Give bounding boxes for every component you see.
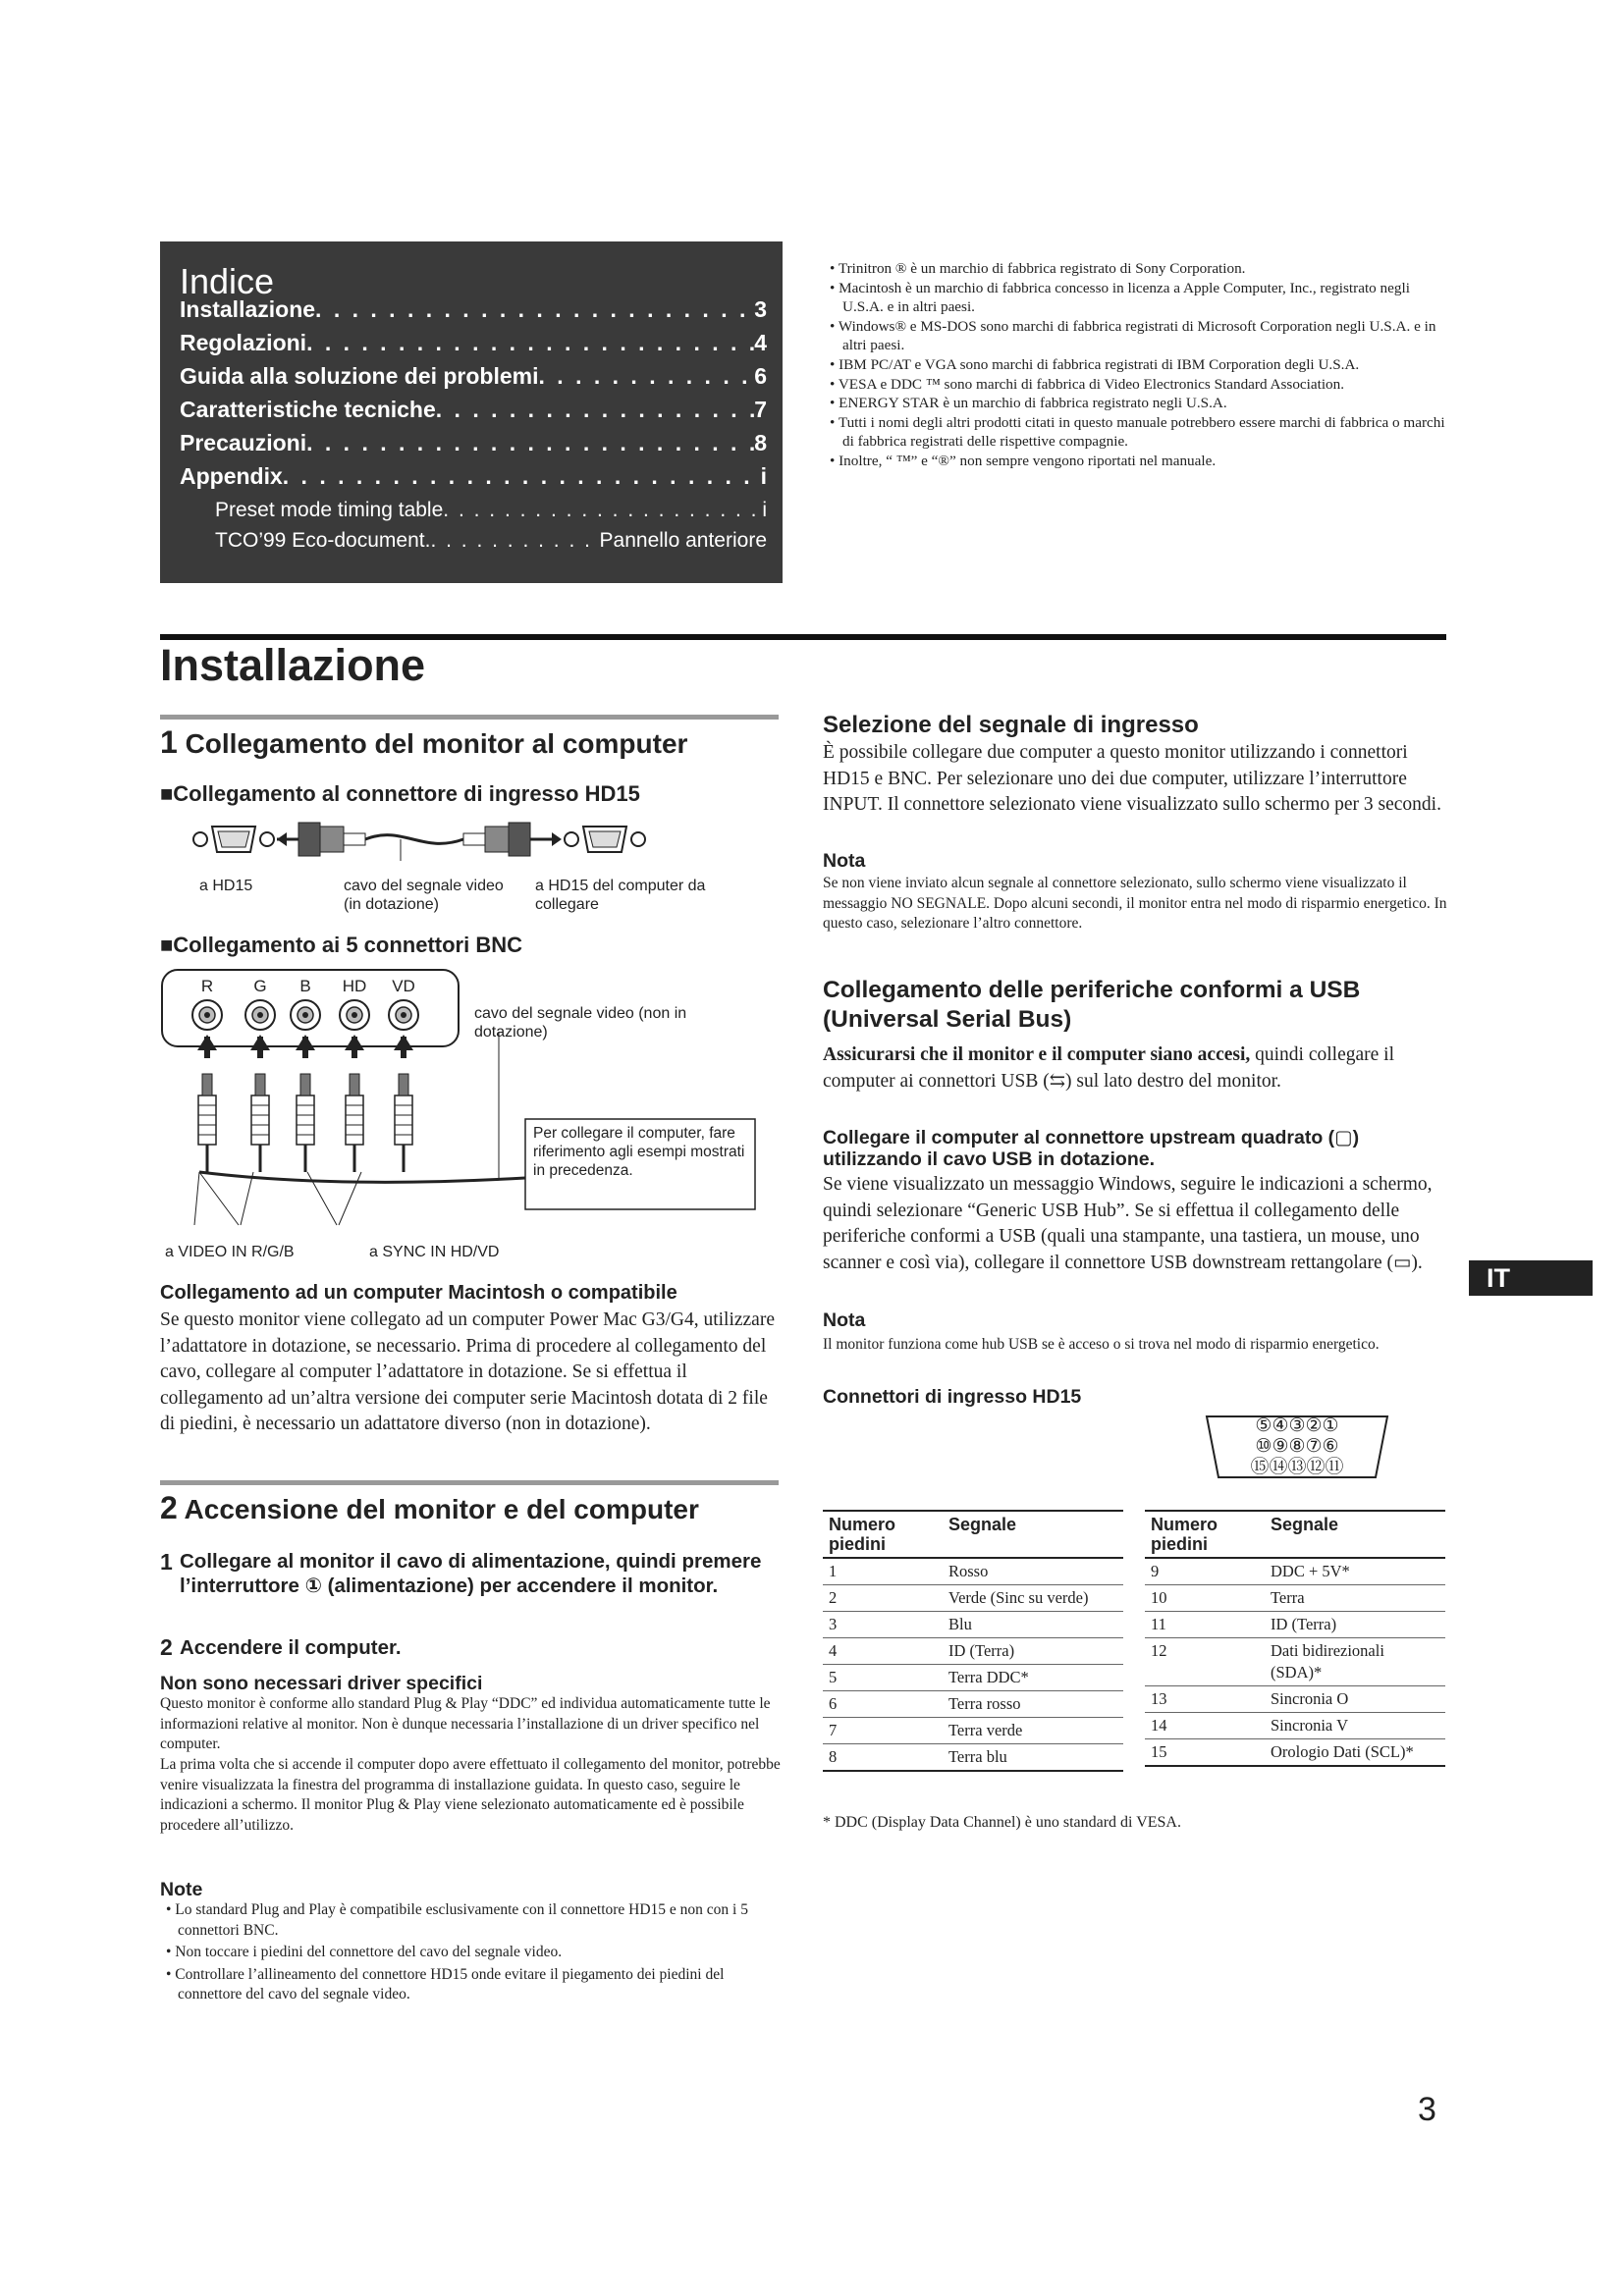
toc-item-page: 7 — [754, 397, 767, 422]
pin-signal: Dati bidirezionali (SDA)* — [1265, 1638, 1445, 1686]
bnc-connector-label: VD — [392, 977, 415, 995]
hd15-pin-numbers — [1204, 1415, 1390, 1477]
trademark-item: • Windows® e MS-DOS sono marchi di fabbrica registrati di Microsoft Corporation negli U.S.A. e in altri paesi. — [830, 317, 1436, 354]
toc-item — [180, 430, 767, 456]
pin-number: 7 — [823, 1718, 943, 1744]
table-row — [1145, 1638, 1445, 1686]
table-row — [823, 1718, 1123, 1744]
pin-signal: Terra — [1265, 1585, 1445, 1612]
bnc-label-sync: a SYNC IN HD/VD — [369, 1244, 500, 1260]
toc-item-label: Precauzioni — [180, 430, 307, 455]
table-row — [1145, 1739, 1445, 1767]
table-row — [1145, 1558, 1445, 1585]
pin-number: 5 — [823, 1665, 943, 1691]
cable-plug-left-icon — [298, 823, 365, 856]
pin-number: 8 — [823, 1744, 943, 1772]
toc-leader — [430, 529, 599, 553]
table-row — [823, 1638, 1123, 1665]
notes-list — [160, 1900, 749, 2007]
usb-heading: Collegamento delle periferiche conformi a USB (Universal Serial Bus) — [823, 977, 1361, 1033]
pin-row: ⑤④③②① — [1255, 1415, 1339, 1436]
pin-signal: ID (Terra) — [943, 1638, 1123, 1665]
input-select-heading: Selezione del segnale di ingresso — [823, 712, 1199, 738]
bnc-label-rgb: a VIDEO IN R/G/B — [165, 1244, 295, 1260]
hd15-label-monitor: a HD15 — [199, 878, 253, 894]
step-2-text: Accendere il computer. — [180, 1636, 402, 1659]
pin-signal: DDC + 5V* — [1265, 1558, 1445, 1585]
toc-subitem-label: TCO’99 Eco-document. — [215, 529, 431, 552]
pin-number: 4 — [823, 1638, 943, 1665]
pin-signal: Rosso — [943, 1558, 1123, 1585]
table-row — [823, 1691, 1123, 1718]
trademark-item: • Tutti i nomi degli altri prodotti citati in questo manuale potrebbero essere marchi di fabbrica o marchi di fabbrica registrati delle rispettive compagnie. — [830, 413, 1445, 451]
pin-number: 15 — [1145, 1739, 1265, 1767]
bnc-connector-label: G — [253, 977, 267, 995]
table-footnote: * DDC (Display Data Channel) è uno standard di VESA. — [823, 1814, 1181, 1831]
toc-item-label: Installazione — [180, 296, 316, 322]
note-item: • Controllare l’allineamento del connettore HD15 onde evitare il piegamento dei piedini del connettore del cavo del segnale video. — [166, 1965, 725, 2002]
toc-item-label: Appendix — [180, 463, 283, 489]
nodriver-text-2: La prima volta che si accende il computer dopo avere effettuato il collegamento del monitor, potrebbe venire visualizzata la finestra del programma di installazione guidata. In questo caso, seguire le indicazioni a schermo. Il monitor Plug & Play viene selezionato automaticamente ed è possibile procedere all’utilizzo. — [160, 1756, 781, 1834]
section-2-bar — [160, 1480, 779, 1485]
pin-row: ⑮⑭⑬⑫⑪ — [1250, 1457, 1344, 1477]
step-2-number: 2 — [160, 1634, 173, 1660]
pin-signal: Verde (Sinc su verde) — [943, 1585, 1123, 1612]
pin-number: 3 — [823, 1612, 943, 1638]
pin-number: 6 — [823, 1691, 943, 1718]
hd15-cable-illustration — [187, 817, 658, 862]
table-row — [1145, 1585, 1445, 1612]
trademark-item: • IBM PC/AT e VGA sono marchi di fabbrica registrati di IBM Corporation degli U.S.A. — [830, 355, 1360, 373]
bnc-connector-label: B — [299, 977, 311, 995]
section-1-bar — [160, 715, 779, 720]
pin-signal: Terra verde — [943, 1718, 1123, 1744]
nodriver-text-1: Questo monitor è conforme allo standard Plug & Play “DDC” ed individua automaticamente tutte le informazioni relative al monitor. Non è dunque necessaria l’installazione di un driver specifico nel computer. — [160, 1695, 771, 1752]
bnc-cable-label: cavo del segnale video (non in dotazione) — [474, 1005, 687, 1041]
pin-number: 12 — [1145, 1638, 1265, 1686]
toc-leader — [306, 330, 754, 356]
pin-row: ⑩⑨⑧⑦⑥ — [1255, 1436, 1339, 1457]
pin-number: 2 — [823, 1585, 943, 1612]
table-row — [823, 1665, 1123, 1691]
pin-signal: Orologio Dati (SCL)* — [1265, 1739, 1445, 1767]
pin-col-header: Numero piedini — [823, 1511, 943, 1558]
notes-heading: Note — [160, 1879, 203, 1900]
bnc-connector-label: R — [200, 977, 214, 995]
toc-subitem — [215, 499, 767, 522]
toc-leader — [306, 430, 754, 456]
input-select-text: È possibile collegare due computer a questo monitor utilizzando i connettori HD15 e BNC. Per selezionare uno dei due computer, utilizzare l’interruttore INPUT. Il connettore selezionato viene visualizzato sullo schermo per 3 secondi. — [823, 742, 1441, 815]
bnc-connector-icon — [291, 1000, 320, 1172]
bnc-callout-text: Per collegare il computer, fare riferimento agli esempi mostrati in precedenza. — [533, 1125, 745, 1179]
toc-box — [160, 241, 783, 583]
pin-table-left — [823, 1510, 1123, 1772]
toc-item — [180, 363, 767, 390]
trademark-item: • Trinitron ® è un marchio di fabbrica registrato di Sony Corporation. — [830, 260, 1246, 277]
bnc-connector-icon — [192, 1000, 222, 1172]
signal-col-header: Segnale — [1265, 1511, 1445, 1558]
bnc-connector-icon — [340, 1000, 369, 1172]
toc-item-page: 6 — [754, 363, 767, 389]
cable-plug-right-icon — [463, 823, 530, 856]
page-title: Installazione — [160, 640, 426, 690]
note-item: • Non toccare i piedini del connettore del cavo del segnale video. — [166, 1944, 563, 1960]
toc-item-page: i — [760, 463, 767, 489]
toc-item — [180, 330, 767, 356]
pin-col-header: Numero piedini — [1145, 1511, 1265, 1558]
toc-item-page: 4 — [754, 330, 767, 355]
nota-2-text: Il monitor funziona come hub USB se è acceso o si trova nel modo di risparmio energetico. — [823, 1336, 1380, 1353]
pin-number: 1 — [823, 1558, 943, 1585]
toc-item-label: Regolazioni — [180, 330, 307, 355]
trademark-item: • Macintosh è un marchio di fabbrica concesso in licenza a Apple Computer, Inc., registrato negli U.S.A. e in altri paesi. — [830, 279, 1410, 316]
table-row — [823, 1744, 1123, 1772]
table-row — [823, 1558, 1123, 1585]
usb-intro: Assicurarsi che il monitor e il computer siano accesi, quindi collegare il computer ai connettori USB (⇆) sul lato destro del monitor. — [823, 1044, 1395, 1092]
toc-title: Indice — [180, 261, 275, 301]
pin-number: 11 — [1145, 1612, 1265, 1638]
signal-col-header: Segnale — [943, 1511, 1123, 1558]
pin-signal: Terra DDC* — [943, 1665, 1123, 1691]
trademark-item: • Inoltre, “ ™” e “®” non sempre vengono riportati nel manuale. — [830, 452, 1217, 469]
table-row — [823, 1612, 1123, 1638]
monitor-hd15-connector-icon — [193, 827, 274, 852]
pin-number: 9 — [1145, 1558, 1265, 1585]
toc-item-label: Guida alla soluzione dei problemi — [180, 363, 539, 389]
upstream-text: Se viene visualizzato un messaggio Windows, seguire le indicazioni a schermo, quindi selezionare “Generic USB Hub”. Se si effettua il collegamento delle periferiche conformi a USB (quali una stampante, una tastiera, un mouse, uno scanner e così via), collegare il connettore USB downstream rettangolare (▭). — [823, 1174, 1433, 1273]
pin-signal: ID (Terra) — [1265, 1612, 1445, 1638]
toc-leader — [283, 463, 761, 490]
table-row — [1145, 1686, 1445, 1713]
note-item: • Lo standard Plug and Play è compatibile esclusivamente con il connettore HD15 e non con i 5 connettori BNC. — [166, 1901, 748, 1939]
trademark-item: • VESA e DDC ™ sono marchi di fabbrica di Video Electronics Standard Association. — [830, 375, 1345, 393]
toc-subitem — [215, 529, 767, 553]
page-number: 3 — [1418, 2091, 1436, 2128]
pin-signal: Terra rosso — [943, 1691, 1123, 1718]
upstream-heading: Collegare il computer al connettore upstream quadrato (▢) utilizzando il cavo USB in dotazione. — [823, 1127, 1360, 1170]
toc-subitem-label: Preset mode timing table — [215, 499, 444, 521]
hd15-label-computer: a HD15 del computer da collegare — [535, 878, 706, 913]
bnc-connector-icon — [389, 1000, 418, 1172]
computer-hd15-connector-icon — [565, 827, 645, 852]
trademark-item: • ENERGY STAR è un marchio di fabbrica registrato negli U.S.A. — [830, 395, 1227, 412]
toc-item-label: Caratteristiche tecniche — [180, 397, 436, 422]
hd15-pins-heading: Connettori di ingresso HD15 — [823, 1386, 1082, 1408]
pin-number: 10 — [1145, 1585, 1265, 1612]
toc-leader — [539, 363, 755, 390]
pin-number: 14 — [1145, 1713, 1265, 1739]
table-row — [1145, 1612, 1445, 1638]
section-2-heading: 2 Accensione del monitor e del computer — [160, 1490, 699, 1525]
pin-number: 13 — [1145, 1686, 1265, 1713]
language-tab: IT — [1469, 1260, 1593, 1296]
nota-1-heading: Nota — [823, 850, 866, 872]
toc-leader — [436, 397, 754, 423]
table-row — [823, 1585, 1123, 1612]
toc-item — [180, 463, 767, 490]
nodriver-heading: Non sono necessari driver specifici — [160, 1673, 483, 1694]
nota-2-heading: Nota — [823, 1309, 866, 1331]
pin-signal: Blu — [943, 1612, 1123, 1638]
section-1-heading: 1 Collegamento del monitor al computer — [160, 724, 688, 760]
pin-signal: Sincronia V — [1265, 1713, 1445, 1739]
toc-item — [180, 296, 767, 323]
pin-signal: Terra blu — [943, 1744, 1123, 1772]
toc-subitem-page: Pannello anteriore — [599, 529, 767, 552]
pin-table-right — [1145, 1510, 1445, 1767]
toc-item-page: 3 — [754, 296, 767, 322]
bnc-connector-label: HD — [342, 977, 367, 995]
mac-text: Se questo monitor viene collegato ad un computer Power Mac G3/G4, utilizzare l’adattatore in dotazione, se necessario. Prima di procedere al collegamento del cavo, collegare al computer l’adattatore in dotazione. Se si effettua il collegamento ad un’altra versione dei computer serie Macintosh dotata di 2 file di piedini, è necessario un adattatore diverso (non in dotazione). — [160, 1309, 775, 1434]
trademark-list — [821, 259, 1449, 471]
nota-1-text: Se non viene inviato alcun segnale al connettore selezionato, sullo schermo viene visualizzato il messaggio NO SEGNALE. Dopo alcuni secondi, il monitor entra nel modo di risparmio energetico. In questo caso, selezionare l’altro connettore. — [823, 875, 1447, 932]
toc-leader — [315, 296, 754, 323]
bnc-heading: ■Collegamento ai 5 connettori BNC — [160, 933, 522, 957]
table-row — [1145, 1713, 1445, 1739]
toc-item — [180, 397, 767, 423]
hd15-heading: ■Collegamento al connettore di ingresso HD15 — [160, 781, 640, 806]
toc-item-page: 8 — [754, 430, 767, 455]
pin-signal: Sincronia O — [1265, 1686, 1445, 1713]
mac-heading: Collegamento ad un computer Macintosh o compatibile — [160, 1282, 677, 1304]
hd15-label-cable: cavo del segnale video (in dotazione) — [344, 878, 504, 913]
toc-subitem-page: i — [762, 499, 767, 521]
step-1-number: 1 — [160, 1549, 173, 1575]
toc-leader — [443, 499, 762, 522]
step-1-text: Collegare al monitor il cavo di alimentazione, quindi premere l’interruttore ① (alimentazione) per accendere il monitor. — [180, 1550, 762, 1597]
bnc-connector-icon — [245, 1000, 275, 1172]
